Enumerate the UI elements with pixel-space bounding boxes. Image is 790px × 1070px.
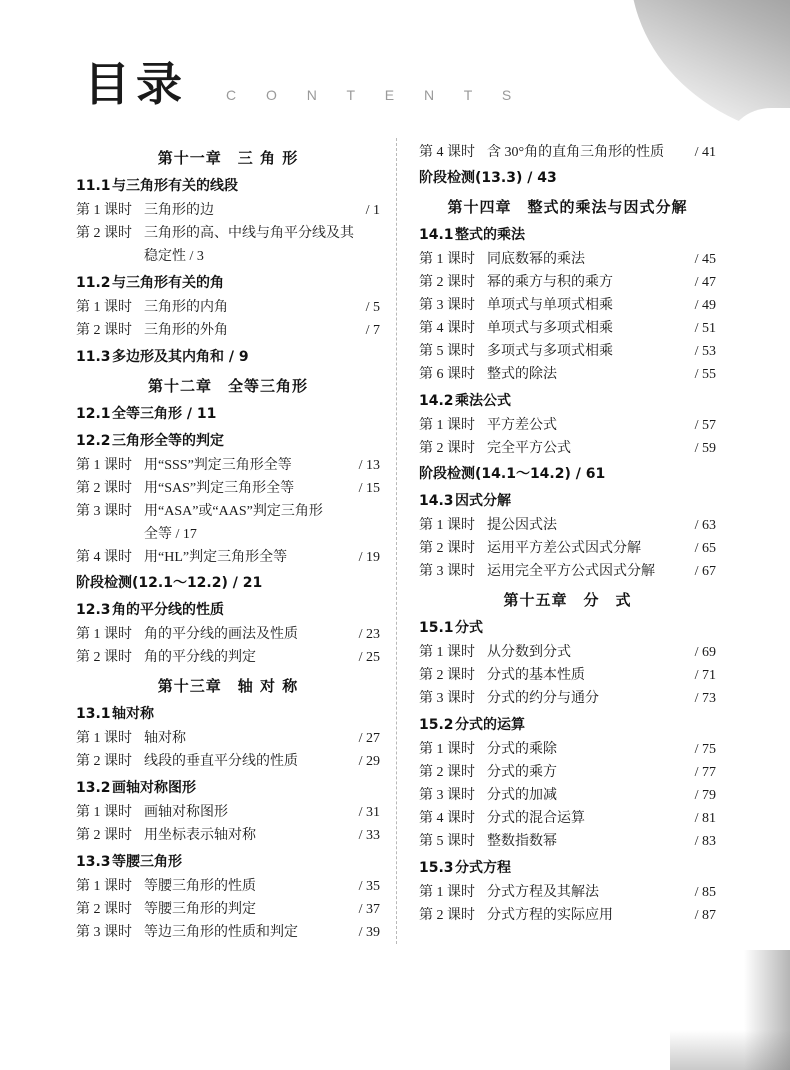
toc-lesson-number: 第 1 课时 xyxy=(76,458,132,473)
toc-lesson-title: 分式方程的实际应用 xyxy=(487,908,613,923)
toc-lesson-row[interactable] xyxy=(419,881,716,901)
toc-section-heading[interactable] xyxy=(76,777,380,797)
toc-section-heading[interactable] xyxy=(76,851,380,871)
toc-lesson-title: 幂的乘方与积的乘方 xyxy=(487,275,613,290)
toc-section-heading[interactable] xyxy=(76,599,380,619)
page-corner-decoration xyxy=(630,0,790,150)
toc-lesson-row[interactable] xyxy=(419,537,716,557)
toc-section-title: 分式方程 xyxy=(455,860,511,876)
toc-lesson-title: 单项式与单项式相乘 xyxy=(487,298,613,313)
toc-lesson-row[interactable] xyxy=(76,623,380,643)
toc-lesson-number: 第 4 课时 xyxy=(419,145,475,160)
toc-page-number: / 35 xyxy=(358,879,380,894)
toc-lesson-title: 同底数幂的乘法 xyxy=(487,252,585,267)
toc-page-number: / 49 xyxy=(694,298,716,313)
toc-page-number: / 73 xyxy=(694,691,716,706)
toc-lesson-title: 提公因式法 xyxy=(487,518,557,533)
toc-lesson-number: 第 1 课时 xyxy=(76,627,132,642)
toc-stage-test-row[interactable]: 阶段检测(13.3) / 43 xyxy=(419,170,557,186)
toc-section-number: 14.2 xyxy=(419,393,454,409)
toc-section-heading[interactable] xyxy=(419,617,716,637)
toc-lesson-row[interactable] xyxy=(76,646,380,666)
toc-lesson-row[interactable] xyxy=(419,641,716,661)
toc-lesson-title: 等腰三角形的性质 xyxy=(144,879,256,894)
toc-lesson-row[interactable] xyxy=(419,560,716,580)
toc-lesson-title: 含 30°角的直角三角形的性质 xyxy=(487,145,665,160)
toc-lesson-row[interactable] xyxy=(419,784,716,804)
toc-lesson-title: 运用平方差公式因式分解 xyxy=(487,541,641,556)
toc-lesson-number: 第 1 课时 xyxy=(419,645,475,660)
toc-lesson-title: 等腰三角形的判定 xyxy=(144,902,256,917)
toc-section-number: 13.3 xyxy=(76,854,111,870)
toc-section-number: 11.1 xyxy=(76,178,111,194)
toc-page-number: / 63 xyxy=(694,518,716,533)
toc-section-number: 14.3 xyxy=(419,493,454,509)
toc-page-number: / 19 xyxy=(358,550,380,565)
toc-lesson-row[interactable] xyxy=(419,271,716,291)
toc-section-number: 14.1 xyxy=(419,227,454,243)
toc-page-number: / 5 xyxy=(365,300,380,315)
toc-page-number: / 25 xyxy=(358,650,380,665)
toc-chapter-heading: 第十二章 全等三角形 xyxy=(147,377,308,395)
toc-lesson-title: 三角形的高、中线与角平分线及其 xyxy=(144,226,354,241)
toc-lesson-row[interactable] xyxy=(419,141,716,161)
toc-page-number: / 13 xyxy=(358,458,380,473)
toc-lesson-number: 第 2 课时 xyxy=(419,275,475,290)
toc-lesson-number: 第 1 课时 xyxy=(76,879,132,894)
toc-lesson-number: 第 5 课时 xyxy=(419,344,475,359)
toc-lesson-number: 第 2 课时 xyxy=(419,668,475,683)
toc-lesson-row[interactable] xyxy=(76,801,380,821)
toc-section-heading[interactable] xyxy=(419,857,716,877)
toc-lesson-row[interactable] xyxy=(419,687,716,707)
toc-section-title: 与三角形有关的角 xyxy=(112,275,224,291)
toc-page-number: / 31 xyxy=(358,805,380,820)
toc-section-number: 15.1 xyxy=(419,620,454,636)
toc-lesson-row[interactable] xyxy=(419,807,716,827)
toc-lesson-number: 第 2 课时 xyxy=(76,902,132,917)
toc-lesson-number: 第 1 课时 xyxy=(419,742,475,757)
toc-lesson-title: 完全平方公式 xyxy=(487,441,571,456)
toc-lesson-number: 第 3 课时 xyxy=(419,788,475,803)
toc-lesson-number: 第 2 课时 xyxy=(419,541,475,556)
toc-lesson-title: 分式的基本性质 xyxy=(487,668,585,683)
toc-lesson-title: 用“ASA”或“AAS”判定三角形 xyxy=(144,504,323,519)
toc-page-number: / 37 xyxy=(358,902,380,917)
toc-lesson-title: 画轴对称图形 xyxy=(144,805,228,820)
toc-lesson-title: 轴对称 xyxy=(144,731,186,746)
toc-chapter-heading: 第十四章 整式的乘法与因式分解 xyxy=(447,198,688,216)
toc-lesson-row[interactable] xyxy=(76,454,380,474)
toc-section-title: 三角形全等的判定 xyxy=(112,433,224,449)
toc-lesson-number: 第 2 课时 xyxy=(76,226,132,241)
toc-lesson-number: 第 2 课时 xyxy=(419,765,475,780)
toc-section-number: 15.3 xyxy=(419,860,454,876)
toc-lesson-title: 用“SSS”判定三角形全等 xyxy=(144,458,292,473)
toc-chapter-heading: 第十一章 三 角 形 xyxy=(157,149,299,167)
toc-lesson-row[interactable] xyxy=(76,500,380,520)
toc-lesson-number: 第 3 课时 xyxy=(419,298,475,313)
toc-lesson-number: 第 1 课时 xyxy=(76,731,132,746)
toc-lesson-number: 第 4 课时 xyxy=(419,811,475,826)
toc-lesson-number: 第 1 课时 xyxy=(419,885,475,900)
toc-section-title: 轴对称 xyxy=(112,706,154,722)
toc-page-number: / 77 xyxy=(694,765,716,780)
toc-lesson-title: 平方差公式 xyxy=(487,418,557,433)
toc-chapter-heading: 第十五章 分 式 xyxy=(503,591,632,609)
toc-lesson-number: 第 2 课时 xyxy=(76,754,132,769)
toc-lesson-number: 第 4 课时 xyxy=(419,321,475,336)
toc-section-title: 与三角形有关的线段 xyxy=(112,178,238,194)
toc-page-number: / 67 xyxy=(694,564,716,579)
toc-lesson-number: 第 1 课时 xyxy=(76,203,132,218)
toc-lesson-number: 第 1 课时 xyxy=(76,805,132,820)
toc-lesson-title: 线段的垂直平分线的性质 xyxy=(144,754,298,769)
toc-section-number: 11.3 xyxy=(76,349,111,365)
toc-section-heading[interactable] xyxy=(419,390,716,410)
toc-lesson-title: 分式的加减 xyxy=(487,788,557,803)
toc-section-number: 11.2 xyxy=(76,275,111,291)
toc-page-number: / 71 xyxy=(694,668,716,683)
toc-lesson-row[interactable] xyxy=(76,824,380,844)
toc-lesson-number: 第 3 课时 xyxy=(76,504,132,519)
toc-page-number: / 81 xyxy=(694,811,716,826)
page-title: 目录 xyxy=(84,57,188,111)
toc-page-number: / 7 xyxy=(365,323,380,338)
toc-lesson-number: 第 1 课时 xyxy=(419,252,475,267)
toc-lesson-title: 角的平分线的画法及性质 xyxy=(144,627,298,642)
toc-lesson-number: 第 4 课时 xyxy=(76,550,132,565)
toc-lesson-row[interactable] xyxy=(76,727,380,747)
toc-lesson-row[interactable] xyxy=(419,414,716,434)
toc-stage-test-row[interactable]: 阶段检测(12.1～12.2) / 21 xyxy=(76,575,263,591)
page-shadow-right xyxy=(744,950,790,1070)
toc-lesson-row[interactable] xyxy=(76,921,380,941)
toc-section-number: 12.1 xyxy=(76,406,111,422)
toc-lesson-number: 第 1 课时 xyxy=(419,518,475,533)
toc-page-number: / 79 xyxy=(694,788,716,803)
toc-lesson-row[interactable] xyxy=(76,477,380,497)
toc-page-number: / 45 xyxy=(694,252,716,267)
toc-lesson-title: 整数指数幂 xyxy=(487,834,557,849)
toc-lesson-number: 第 1 课时 xyxy=(419,418,475,433)
corner-gradient-shape xyxy=(630,0,790,140)
toc-page-number: / 23 xyxy=(358,627,380,642)
toc-section-heading[interactable] xyxy=(419,224,716,244)
toc-section-number: 12.3 xyxy=(76,602,111,618)
toc-lesson-row[interactable] xyxy=(76,875,380,895)
toc-section-number: 15.2 xyxy=(419,717,454,733)
toc-section-title: 画轴对称图形 xyxy=(112,780,196,796)
toc-page-number: / 29 xyxy=(358,754,380,769)
toc-lesson-title: 分式的混合运算 xyxy=(487,811,585,826)
toc-lesson-number: 第 2 课时 xyxy=(419,908,475,923)
page-title-en: C O N T E N T S xyxy=(226,87,525,103)
toc-lesson-row[interactable] xyxy=(419,904,716,924)
toc-lesson-title: 三角形的内角 xyxy=(144,300,228,315)
toc-lesson-title: 三角形的外角 xyxy=(144,323,228,338)
toc-section-heading[interactable] xyxy=(76,346,380,366)
toc-section-title: 全等三角形 / 11 xyxy=(112,406,217,422)
toc-section-heading[interactable] xyxy=(76,703,380,723)
toc-lesson-title: 用“HL”判定三角形全等 xyxy=(144,550,288,565)
toc-section-number: 13.1 xyxy=(76,706,111,722)
toc-page-number: / 51 xyxy=(694,321,716,336)
toc-page-number: / 87 xyxy=(694,908,716,923)
toc-stage-test-row[interactable]: 阶段检测(14.1～14.2) / 61 xyxy=(419,466,606,482)
toc-page-number: / 57 xyxy=(694,418,716,433)
toc-page-number: / 47 xyxy=(694,275,716,290)
toc-page-number: / 75 xyxy=(694,742,716,757)
toc-lesson-row[interactable] xyxy=(419,761,716,781)
toc-lesson-continuation: 稳定性 / 3 xyxy=(144,249,204,264)
toc-section-title: 因式分解 xyxy=(455,493,511,509)
toc-lesson-number: 第 1 课时 xyxy=(76,300,132,315)
page-shadow-bottom xyxy=(670,1030,790,1070)
toc-lesson-title: 整式的除法 xyxy=(487,367,557,382)
toc-lesson-title: 角的平分线的判定 xyxy=(144,650,256,665)
toc-lesson-row[interactable] xyxy=(76,898,380,918)
toc-lesson-row[interactable] xyxy=(419,294,716,314)
toc-lesson-number: 第 2 课时 xyxy=(76,323,132,338)
toc-page-number: / 83 xyxy=(694,834,716,849)
toc-lesson-row[interactable] xyxy=(419,664,716,684)
toc-section-heading[interactable] xyxy=(76,430,380,450)
toc-lesson-row[interactable] xyxy=(419,738,716,758)
toc-lesson-number: 第 6 课时 xyxy=(419,367,475,382)
toc-lesson-row[interactable] xyxy=(419,830,716,850)
toc-section-heading[interactable] xyxy=(76,272,380,292)
toc-lesson-row[interactable] xyxy=(419,340,716,360)
toc-page-number: / 85 xyxy=(694,885,716,900)
toc-page-number: / 15 xyxy=(358,481,380,496)
toc-lesson-title: 多项式与多项式相乘 xyxy=(487,344,613,359)
toc-lesson-title: 三角形的边 xyxy=(144,203,214,218)
toc-lesson-number: 第 5 课时 xyxy=(419,834,475,849)
toc-section-heading[interactable] xyxy=(76,175,380,195)
toc-column-right xyxy=(396,138,716,944)
toc-lesson-number: 第 3 课时 xyxy=(419,691,475,706)
toc-lesson-number: 第 3 课时 xyxy=(419,564,475,579)
toc-lesson-row[interactable] xyxy=(76,222,380,242)
toc-lesson-number: 第 2 课时 xyxy=(76,650,132,665)
toc-lesson-title: 分式方程及其解法 xyxy=(487,885,599,900)
toc-section-title: 等腰三角形 xyxy=(112,854,182,870)
toc-lesson-number: 第 2 课时 xyxy=(76,481,132,496)
toc-page-number: / 39 xyxy=(358,925,380,940)
toc-page-number: / 27 xyxy=(358,731,380,746)
page-header xyxy=(84,48,524,114)
toc-lesson-title: 分式的乘方 xyxy=(487,765,557,780)
toc-page-number: / 69 xyxy=(694,645,716,660)
toc-lesson-row[interactable] xyxy=(419,437,716,457)
toc-lesson-title: 等边三角形的性质和判定 xyxy=(144,925,298,940)
toc-lesson-row[interactable] xyxy=(419,248,716,268)
toc-section-title: 多边形及其内角和 / 9 xyxy=(112,349,249,365)
toc-lesson-title: 用“SAS”判定三角形全等 xyxy=(144,481,295,496)
toc-section-title: 分式的运算 xyxy=(455,717,525,733)
toc-lesson-row[interactable] xyxy=(76,319,380,339)
toc-lesson-number: 第 3 课时 xyxy=(76,925,132,940)
toc-page-number: / 41 xyxy=(694,145,716,160)
toc-page-number: / 55 xyxy=(694,367,716,382)
toc-lesson-title: 用坐标表示轴对称 xyxy=(144,828,256,843)
toc-section-heading[interactable] xyxy=(419,714,716,734)
toc-section-title: 整式的乘法 xyxy=(455,227,525,243)
toc-columns xyxy=(76,138,736,944)
toc-lesson-row[interactable] xyxy=(76,199,380,219)
toc-lesson-row[interactable] xyxy=(419,363,716,383)
toc-page-number: / 59 xyxy=(694,441,716,456)
toc-page-number: / 1 xyxy=(365,203,380,218)
toc-lesson-row[interactable] xyxy=(419,514,716,534)
toc-lesson-row[interactable] xyxy=(419,317,716,337)
toc-section-number: 12.2 xyxy=(76,433,111,449)
toc-page-number: / 33 xyxy=(358,828,380,843)
toc-lesson-row[interactable] xyxy=(76,750,380,770)
toc-section-title: 分式 xyxy=(455,620,483,636)
toc-lesson-number: 第 2 课时 xyxy=(76,828,132,843)
toc-lesson-continuation: 全等 / 17 xyxy=(144,527,197,542)
toc-chapter-heading: 第十三章 轴 对 称 xyxy=(157,677,299,695)
toc-lesson-title: 分式的约分与通分 xyxy=(487,691,599,706)
toc-section-title: 角的平分线的性质 xyxy=(112,602,224,618)
toc-section-number: 13.2 xyxy=(76,780,111,796)
corner-edge-shape xyxy=(728,108,790,150)
toc-lesson-number: 第 2 课时 xyxy=(419,441,475,456)
toc-lesson-title: 从分数到分式 xyxy=(487,645,571,660)
toc-lesson-row[interactable] xyxy=(76,296,380,316)
toc-page-number: / 65 xyxy=(694,541,716,556)
toc-section-title: 乘法公式 xyxy=(455,393,511,409)
toc-lesson-title: 单项式与多项式相乘 xyxy=(487,321,613,336)
toc-page-number: / 53 xyxy=(694,344,716,359)
toc-lesson-title: 运用完全平方公式因式分解 xyxy=(487,564,655,579)
toc-section-heading[interactable] xyxy=(419,490,716,510)
toc-section-heading[interactable] xyxy=(76,403,380,423)
toc-column-left xyxy=(76,138,396,944)
toc-lesson-row[interactable] xyxy=(76,546,380,566)
toc-lesson-title: 分式的乘除 xyxy=(487,742,557,757)
